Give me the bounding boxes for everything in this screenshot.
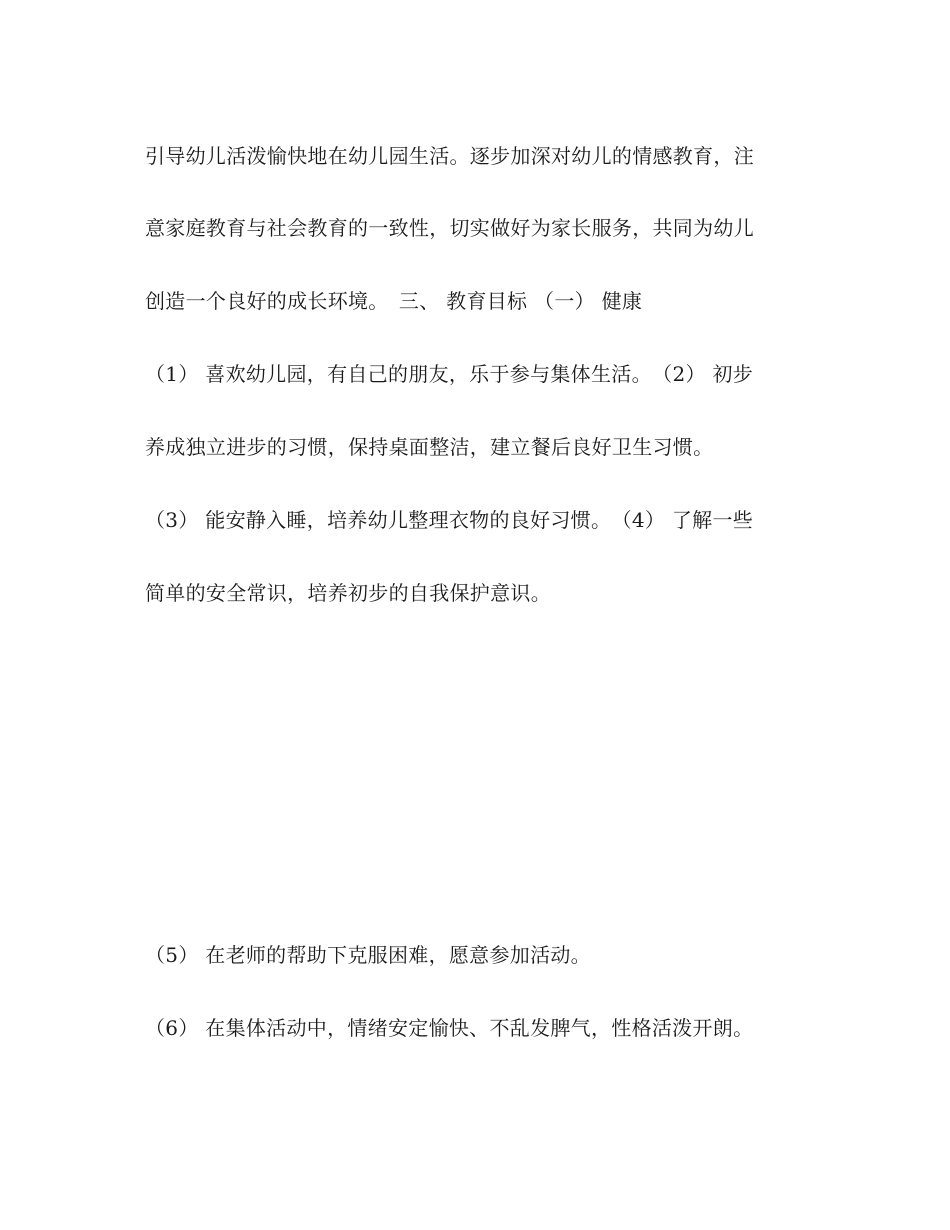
paragraph-line-1: 引导幼儿活泼愉快地在幼儿园生活。逐步加深对幼儿的情感教育，注 xyxy=(145,144,754,168)
goal-line-4-continued: 简单的安全常识，培养初步的自我保护意识。 xyxy=(145,581,551,605)
goal-line-6: （6） 在集体活动中，情绪安定愉快、不乱发脾气，性格活泼开朗。 xyxy=(145,1016,754,1040)
paragraph-line-2: 意家庭教育与社会教育的一致性，切实做好为家长服务，共同为幼儿 xyxy=(145,216,754,240)
goal-line-1-2: （1） 喜欢幼儿园，有自己的朋友，乐于参与集体生活。 （2） 初步 xyxy=(145,362,754,386)
goal-line-5: （5） 在老师的帮助下克服困难，愿意参加活动。 xyxy=(145,943,591,967)
goal-line-3-4: （3） 能安静入睡，培养幼儿整理衣物的良好习惯。 （4） 了解一些 xyxy=(145,508,754,532)
paragraph-line-3: 创造一个良好的成长环境。 三、 教育目标 （一） 健康 xyxy=(145,289,643,313)
goal-line-2-continued: 养成独立进步的习惯，保持桌面整洁，建立餐后良好卫生习惯。 xyxy=(145,435,714,459)
